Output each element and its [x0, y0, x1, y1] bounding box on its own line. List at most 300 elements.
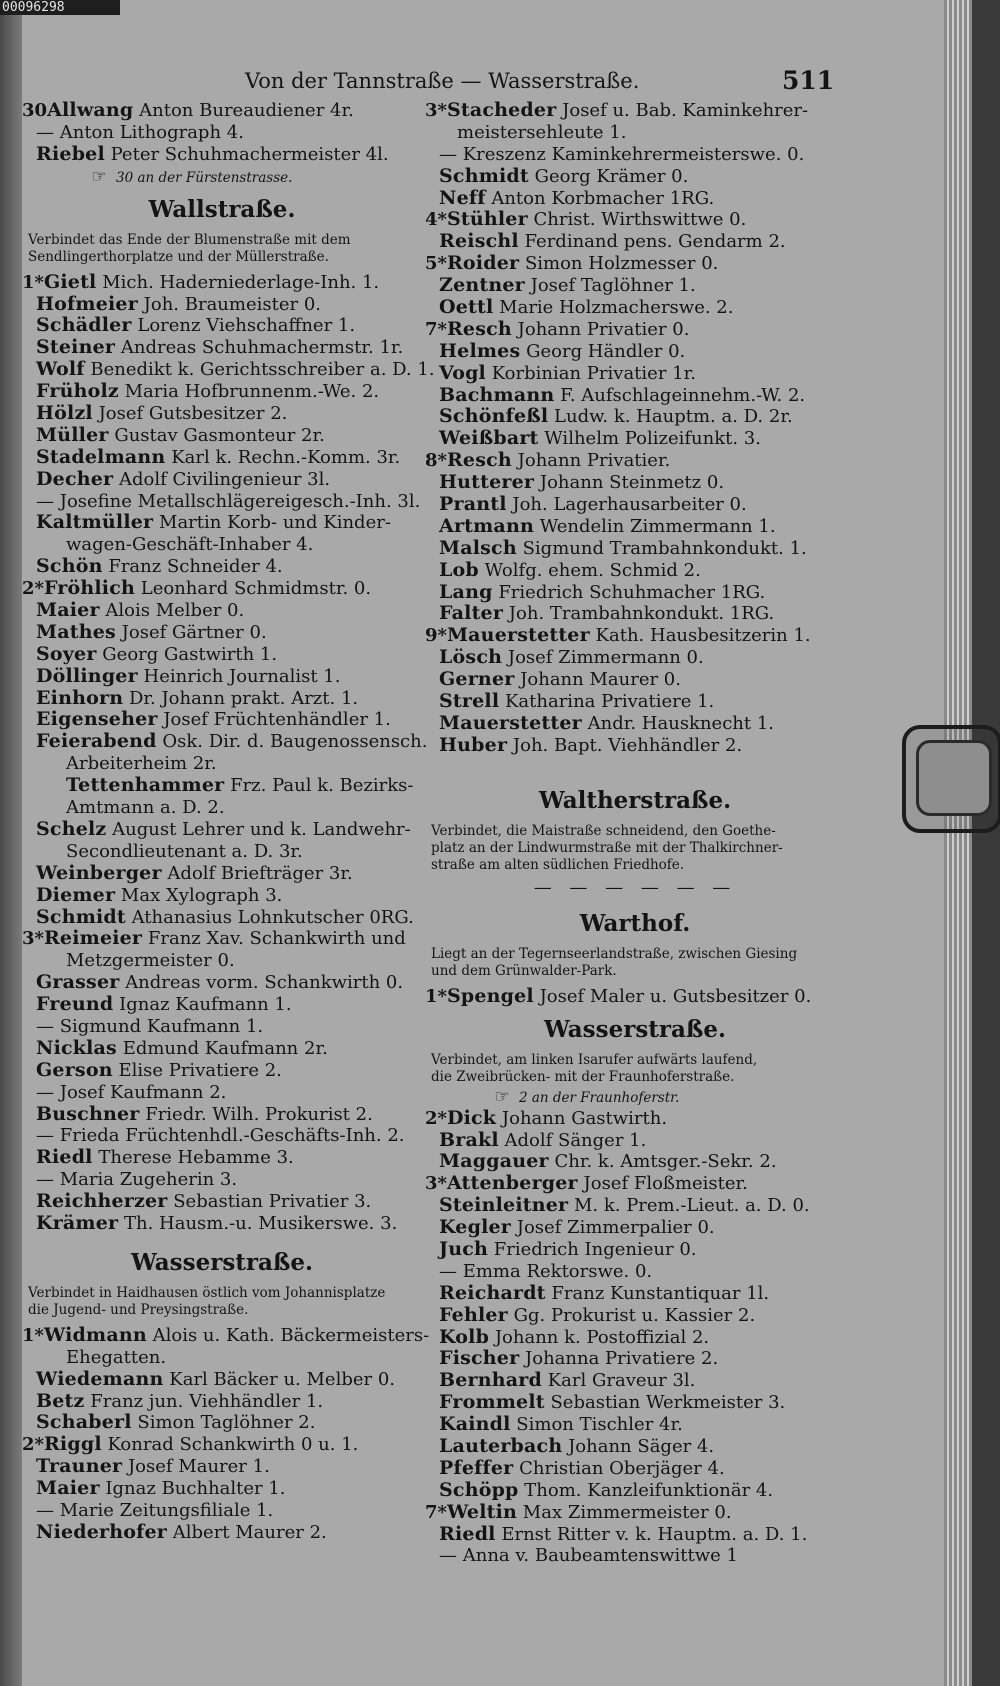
resident-surname: Schädler [36, 314, 132, 337]
resident-surname: Reischl [439, 230, 519, 253]
resident-details: Josef Gutsbesitzer 2. [98, 403, 288, 425]
resident-entry [425, 319, 845, 341]
resident-details: Georg Händler 0. [526, 340, 686, 362]
resident-entry [22, 885, 422, 907]
resident-surname: Pfeffer [439, 1456, 514, 1479]
binder-clip-tab [916, 740, 992, 816]
resident-details: Andreas Schuhmachermstr. 1r. [120, 337, 404, 359]
resident-entry [425, 603, 845, 625]
resident-entry [22, 1213, 422, 1235]
description-line: Verbindet das Ende der Blumenstraße mit dem [28, 231, 351, 248]
resident-entry [425, 1502, 845, 1524]
resident-details: Ludw. k. Hauptm. a. D. 2r. [554, 406, 793, 428]
resident-surname: Freund [36, 993, 114, 1016]
resident-entry [425, 1348, 845, 1370]
resident-entry [425, 691, 845, 713]
resident-surname: Schmidt [36, 905, 126, 928]
resident-details: Josef Taglöhner 1. [530, 275, 696, 297]
resident-list [22, 270, 435, 1235]
resident-surname: Soyer [36, 642, 97, 665]
resident-details: Anton Korbmacher 1RG. [491, 187, 715, 209]
resident-entry [425, 1524, 845, 1546]
resident-entry [425, 986, 845, 1008]
house-number: 7* [425, 318, 447, 340]
resident-entry [425, 209, 845, 231]
resident-entry [22, 1191, 422, 1213]
resident-details: Sigmund Trambahnkondukt. 1. [522, 537, 807, 559]
resident-entry [22, 1456, 422, 1478]
resident-entry [22, 381, 422, 403]
pointing-hand-icon: ☞ [91, 166, 107, 187]
resident-entry [22, 403, 422, 425]
resident-entry [425, 166, 845, 188]
house-number: 4* [425, 209, 447, 231]
resident-details: Konrad Schankwirth 0 u. 1. [107, 1434, 359, 1456]
resident-details: — Anna v. Baubeamtenswittwe 1 [439, 1545, 738, 1567]
resident-entry [22, 1434, 422, 1456]
resident-surname: Schön [36, 555, 103, 578]
resident-details: Karl Bäcker u. Melber 0. [169, 1368, 396, 1390]
resident-details: Franz Kunstantiquar 1l. [551, 1282, 770, 1304]
resident-details: Georg Gastwirth 1. [102, 643, 278, 665]
resident-surname: Bernhard [439, 1369, 542, 1392]
resident-details: Wolfg. ehem. Schmid 2. [484, 559, 701, 581]
note-text: 2 an der Fraunhoferstr. [519, 1089, 680, 1106]
resident-entry [22, 469, 422, 491]
resident-surname: Betz [36, 1389, 85, 1412]
resident-details: Joh. Trambahnkondukt. 1RG. [508, 603, 775, 625]
resident-surname: Maier [36, 1477, 100, 1500]
resident-details: Joh. Bapt. Viehhändler 2. [512, 734, 743, 756]
resident-details: Thom. Kanzleifunktionär 4. [524, 1479, 774, 1501]
resident-surname: Buschner [36, 1102, 140, 1125]
resident-details: Ignaz Kaufmann 1. [119, 994, 292, 1016]
resident-details: Josef u. Bab. Kaminkehrer- [562, 100, 809, 121]
resident-surname: Weltin [446, 1500, 518, 1523]
resident-surname: Kaltmüller [36, 511, 154, 534]
resident-surname: Steinleitner [439, 1194, 569, 1217]
resident-entry [425, 1261, 845, 1283]
resident-details: Peter Schuhmachermeister 4l. [110, 143, 389, 165]
resident-details: Adolf Sänger 1. [504, 1129, 647, 1151]
resident-surname: Fischer [439, 1347, 520, 1370]
resident-surname: Lang [439, 580, 493, 603]
resident-details: Josef Zimmerpalier 0. [516, 1217, 715, 1239]
resident-surname: Lösch [439, 646, 503, 669]
resident-surname: Grasser [36, 971, 120, 994]
resident-details: — Sigmund Kaufmann 1. [36, 1015, 264, 1037]
house-number: 2* [425, 1107, 447, 1129]
resident-entry [22, 622, 422, 644]
page-edge [944, 0, 972, 1686]
resident-entry [22, 1016, 422, 1038]
resident-entry [425, 1545, 845, 1567]
description-line: platz an der Lindwurmstraße mit der Thalkirchner- [431, 839, 783, 856]
resident-details: Marie Holzmacherswe. 2. [499, 297, 734, 319]
resident-details: — Anton Lithograph 4. [36, 121, 244, 143]
description-line: die Jugend- und Preysingstraße. [28, 1301, 249, 1318]
resident-surname: Gerner [439, 668, 515, 691]
resident-entry [22, 709, 422, 731]
resident-details: Max Zimmermeister 0. [522, 1501, 732, 1523]
resident-entry [425, 450, 845, 472]
resident-details: — Frieda Früchtenhdl.-Geschäfts-Inh. 2. [36, 1125, 405, 1147]
resident-entry [425, 428, 845, 450]
resident-entry [425, 144, 845, 166]
resident-details: Wilhelm Polizeifunkt. 3. [544, 428, 761, 450]
resident-details: Friedrich Ingenieur 0. [493, 1238, 697, 1260]
resident-entry [22, 1082, 422, 1104]
resident-surname: Stacheder [446, 99, 557, 121]
binding-gutter [0, 15, 22, 1686]
resident-surname: Strell [439, 690, 500, 713]
resident-surname: Diemer [36, 883, 116, 906]
house-number: 1* [22, 271, 44, 293]
resident-entry [425, 647, 845, 669]
resident-entry [22, 491, 422, 513]
resident-entry [425, 1217, 845, 1239]
resident-surname: Spengel [446, 984, 534, 1007]
resident-surname: Hutterer [439, 471, 535, 494]
resident-entry [425, 363, 845, 385]
resident-entry [22, 1500, 422, 1522]
resident-details: — Marie Zeitungsfiliale 1. [36, 1499, 274, 1521]
resident-entry [22, 294, 422, 316]
street-heading: Wasserstraße. [543, 1015, 727, 1043]
resident-details: Mich. Haderniederlage-Inh. 1. [102, 271, 380, 293]
resident-details: Karl k. Rechn.-Komm. 3r. [171, 446, 401, 468]
resident-entry [22, 337, 422, 359]
resident-entry [425, 1414, 845, 1436]
resident-surname: Krämer [36, 1211, 119, 1234]
street-description [425, 946, 845, 980]
resident-details: Leonhard Schmidmstr. 0. [140, 578, 372, 600]
house-number: 7* [425, 1501, 447, 1523]
resident-details: Johann Maurer 0. [520, 669, 681, 691]
resident-surname: Juch [439, 1237, 488, 1260]
resident-entry [425, 472, 845, 494]
resident-entry [22, 907, 422, 929]
resident-details: Arbeiterheim 2r. [66, 753, 217, 775]
resident-surname: Mauerstetter [439, 711, 582, 734]
resident-details: Gustav Gasmonteur 2r. [114, 424, 325, 446]
resident-entry [425, 1239, 845, 1261]
resident-list [22, 1323, 430, 1544]
cross-reference-note [425, 1086, 845, 1108]
resident-details: Adolf Civilingenieur 3l. [118, 468, 331, 490]
resident-entry [22, 534, 422, 556]
resident-entry [425, 231, 845, 253]
resident-surname: Niederhofer [36, 1520, 168, 1543]
resident-surname: Hofmeier [36, 292, 138, 315]
description-line: Verbindet, am linken Isarufer aufwärts laufend, [431, 1051, 758, 1068]
resident-details: Friedr. Wilh. Prokurist 2. [145, 1103, 373, 1125]
resident-surname: Resch [446, 317, 512, 340]
resident-entry [425, 406, 845, 428]
resident-surname: Schmidt [439, 164, 529, 187]
resident-entry [425, 1392, 845, 1414]
resident-surname: Fehler [439, 1303, 508, 1326]
resident-details: Joh. Braumeister 0. [143, 293, 322, 315]
resident-details: Heinrich Journalist 1. [143, 665, 341, 687]
resident-surname: Attenberger [446, 1172, 578, 1195]
description-line: Sendlingerthorplatze und der Müllerstraße. [28, 248, 329, 265]
resident-entry [425, 713, 845, 735]
resident-surname: Vogl [439, 361, 486, 384]
resident-details: Lorenz Viehschaffner 1. [137, 315, 356, 337]
resident-details: Martin Korb- und Kinder- [159, 512, 391, 534]
resident-entry [22, 1147, 422, 1169]
left-column [22, 99, 435, 1544]
resident-entry [22, 512, 422, 534]
resident-details: Metzgermeister 0. [66, 950, 235, 972]
resident-details: Sebastian Werkmeister 3. [550, 1392, 786, 1414]
resident-surname: Huber [439, 733, 508, 756]
resident-details: Johann Privatier 0. [517, 318, 690, 340]
resident-surname: Früholz [36, 380, 119, 403]
resident-entry [425, 1130, 845, 1152]
resident-details: Osk. Dir. d. Baugenossensch. [162, 731, 428, 753]
resident-details: Franz jun. Viehhändler 1. [90, 1390, 324, 1412]
resident-entry [22, 1347, 422, 1369]
resident-details: Korbinian Privatier 1r. [491, 362, 696, 384]
resident-details: Andreas vorm. Schankwirth 0. [125, 972, 404, 994]
street-heading: Warthof. [579, 909, 691, 937]
resident-details: Athanasius Lohnkutscher 0RG. [131, 906, 414, 928]
resident-entry [425, 297, 845, 319]
resident-surname: Maggauer [439, 1150, 549, 1173]
resident-details: Josef Früchtenhändler 1. [163, 709, 391, 731]
resident-details: Anton Bureaudiener 4r. [139, 100, 354, 121]
resident-entry [425, 1305, 845, 1327]
description-line: Verbindet, die Maistraße schneidend, den Goethe- [431, 822, 776, 839]
resident-entry [425, 1436, 845, 1458]
resident-entry [22, 994, 422, 1016]
resident-details: Karl Graveur 3l. [547, 1370, 696, 1392]
resident-surname: Steiner [36, 336, 116, 359]
resident-surname: Brakl [439, 1128, 499, 1151]
resident-entry [425, 1283, 845, 1305]
resident-details: — Josefine Metallschlägereigesch.-Inh. 3l. [36, 490, 421, 512]
street-description [22, 232, 422, 266]
resident-surname: Lauterbach [439, 1434, 563, 1457]
resident-surname: Dick [446, 1106, 497, 1129]
scan-id-label: 00096298 [0, 0, 120, 15]
resident-entry [425, 275, 845, 297]
resident-details: Ferdinand pens. Gendarm 2. [524, 231, 786, 253]
resident-surname: Zentner [439, 274, 525, 297]
resident-entry [22, 1412, 422, 1434]
resident-entry [425, 385, 845, 407]
resident-details: — Maria Zugeherin 3. [36, 1169, 238, 1191]
resident-details: August Lehrer und k. Landwehr- [112, 818, 411, 840]
resident-surname: Malsch [439, 536, 517, 559]
resident-surname: Riedl [36, 1146, 93, 1169]
resident-details: Josef Floßmeister. [583, 1173, 748, 1195]
resident-surname: Kegler [439, 1216, 511, 1239]
resident-surname: Riggl [43, 1433, 102, 1456]
resident-list [425, 1108, 845, 1568]
resident-details: Max Xylograph 3. [120, 884, 283, 906]
resident-details: wagen-Geschäft-Inhaber 4. [66, 534, 314, 556]
street-description [425, 1052, 845, 1086]
resident-entry [22, 688, 422, 710]
resident-details: Wendelin Zimmermann 1. [539, 515, 776, 537]
resident-entry [22, 272, 422, 294]
resident-details: Simon Holzmesser 0. [524, 253, 719, 275]
resident-surname: Maier [36, 599, 100, 622]
resident-details: meistersehleute 1. [457, 121, 627, 143]
resident-entry [425, 1458, 845, 1480]
resident-surname: Wolf [36, 358, 85, 381]
resident-details: Christian Oberjäger 4. [519, 1457, 725, 1479]
resident-details: Friedrich Schuhmacher 1RG. [498, 581, 766, 603]
resident-details: Gg. Prokurist u. Kassier 2. [513, 1304, 756, 1326]
note-text: 30 an der Fürstenstrasse. [116, 169, 293, 186]
resident-details: Ernst Ritter v. k. Hauptm. a. D. 1. [501, 1523, 808, 1545]
resident-entry [22, 1522, 422, 1544]
resident-surname: Neff [439, 186, 486, 209]
resident-entry [22, 1125, 422, 1147]
resident-surname: Schelz [36, 817, 107, 840]
resident-surname: Kolb [439, 1325, 490, 1348]
resident-entry [425, 560, 845, 582]
resident-entry [22, 797, 422, 819]
description-line: Verbindet in Haidhausen östlich vom Johannisplatze [28, 1284, 386, 1301]
right-column [425, 100, 845, 1567]
resident-entry [22, 841, 422, 863]
house-number: 8* [425, 450, 447, 472]
resident-entry [425, 188, 845, 210]
resident-entry [425, 1370, 845, 1392]
resident-surname: Stühler [446, 208, 528, 231]
resident-entry [425, 1480, 845, 1502]
resident-entry [22, 950, 422, 972]
resident-details: Josef Gärtner 0. [121, 621, 267, 643]
resident-details: Adolf Briefträger 3r. [167, 862, 353, 884]
resident-surname: Hölzl [36, 402, 93, 425]
resident-surname: Schönfeßl [439, 405, 549, 428]
description-line: die Zweibrücken- mit der Fraunhoferstraße. [431, 1068, 735, 1085]
resident-surname: Schaberl [36, 1411, 132, 1434]
resident-entry [425, 625, 845, 647]
resident-details: Frz. Paul k. Bezirks- [230, 775, 414, 797]
resident-entry [425, 494, 845, 516]
resident-surname: Bachmann [439, 383, 555, 406]
resident-details: Joh. Lagerhausarbeiter 0. [512, 494, 747, 516]
right-top-rows [425, 100, 845, 757]
resident-surname: Mathes [36, 620, 116, 643]
resident-surname: Lob [439, 558, 479, 581]
resident-details: Th. Hausm.-u. Musikerswe. 3. [123, 1212, 398, 1234]
resident-surname: Reichherzer [36, 1190, 168, 1213]
street-heading: Wasserstraße. [130, 1248, 314, 1276]
resident-surname: Mauerstetter [446, 624, 590, 647]
house-number: 3* [22, 928, 44, 950]
resident-surname: Artmann [439, 514, 534, 537]
resident-surname: Helmes [439, 339, 521, 362]
resident-entry [425, 100, 845, 122]
resident-details: Ignaz Buchhalter 1. [105, 1478, 286, 1500]
resident-details: Sebastian Privatier 3. [173, 1191, 372, 1213]
resident-entry [22, 819, 422, 841]
resident-entry [425, 1151, 845, 1173]
resident-entry [425, 122, 845, 144]
resident-surname: Fröhlich [43, 577, 136, 600]
resident-details: Secondlieutenant a. D. 3r. [66, 840, 303, 862]
resident-surname: Trauner [36, 1455, 123, 1478]
resident-surname: Einhorn [36, 686, 124, 709]
resident-entry [22, 775, 422, 797]
resident-list [425, 986, 845, 1008]
street-heading: Waltherstraße. [538, 786, 732, 814]
resident-details: Alois Melber 0. [105, 600, 245, 622]
resident-entry [425, 1195, 845, 1217]
resident-entry [22, 1104, 422, 1126]
resident-surname: Oettl [439, 296, 494, 319]
resident-details: Edmund Kaufmann 2r. [122, 1037, 328, 1059]
resident-surname: Döllinger [36, 664, 138, 687]
resident-entry [22, 1391, 422, 1413]
resident-surname: Stadelmann [36, 445, 166, 468]
resident-surname: Weinberger [36, 861, 162, 884]
resident-entry [425, 1173, 845, 1195]
resident-details: Amtmann a. D. 2. [66, 797, 225, 819]
resident-details: Ehegatten. [66, 1346, 167, 1368]
resident-surname: Wiedemann [36, 1367, 164, 1390]
resident-entry [22, 730, 428, 753]
resident-details: Franz Xav. Schankwirth und [147, 928, 406, 950]
resident-surname: Frommelt [439, 1391, 545, 1414]
resident-entry [425, 1108, 845, 1130]
resident-entry [22, 122, 422, 144]
resident-entry [22, 972, 422, 994]
house-number: 1* [22, 1324, 44, 1346]
resident-details: Josef Zimmermann 0. [507, 647, 704, 669]
resident-entry [22, 1478, 422, 1500]
resident-details: Albert Maurer 2. [172, 1521, 327, 1543]
resident-details: Josef Maler u. Gutsbesitzer 0. [539, 985, 812, 1007]
resident-details: Elise Privatiere 2. [118, 1059, 282, 1081]
resident-entry [22, 1038, 422, 1060]
resident-surname: Falter [439, 602, 504, 625]
resident-details: — Josef Kaufmann 2. [36, 1081, 227, 1103]
description-line: und dem Grünwalder-Park. [431, 962, 617, 979]
resident-details: Andr. Hausknecht 1. [587, 712, 775, 734]
resident-entry [425, 669, 845, 691]
resident-surname: Feierabend [36, 730, 157, 753]
resident-details: — Kreszenz Kaminkehrermeisterswe. 0. [439, 143, 805, 165]
house-number: 3* [425, 100, 447, 121]
resident-details: Johann Privatier. [517, 450, 671, 472]
resident-details: Johann Gastwirth. [501, 1107, 668, 1129]
street-description [22, 1285, 422, 1319]
house-number: 2* [22, 578, 44, 600]
resident-surname: Müller [36, 423, 109, 446]
resident-details: Johanna Privatiere 2. [525, 1348, 719, 1370]
resident-details: M. k. Prem.-Lieut. a. D. 0. [573, 1195, 810, 1217]
resident-surname: Riebel [36, 142, 105, 165]
resident-entry [22, 358, 435, 381]
street-description [425, 823, 845, 874]
resident-surname: Gerson [36, 1058, 113, 1081]
resident-details: Johann Steinmetz 0. [539, 472, 725, 494]
house-number: 2* [22, 1434, 44, 1456]
resident-entry [22, 753, 422, 775]
resident-entry [22, 556, 422, 578]
resident-entry [425, 735, 845, 757]
resident-entry [22, 928, 422, 950]
